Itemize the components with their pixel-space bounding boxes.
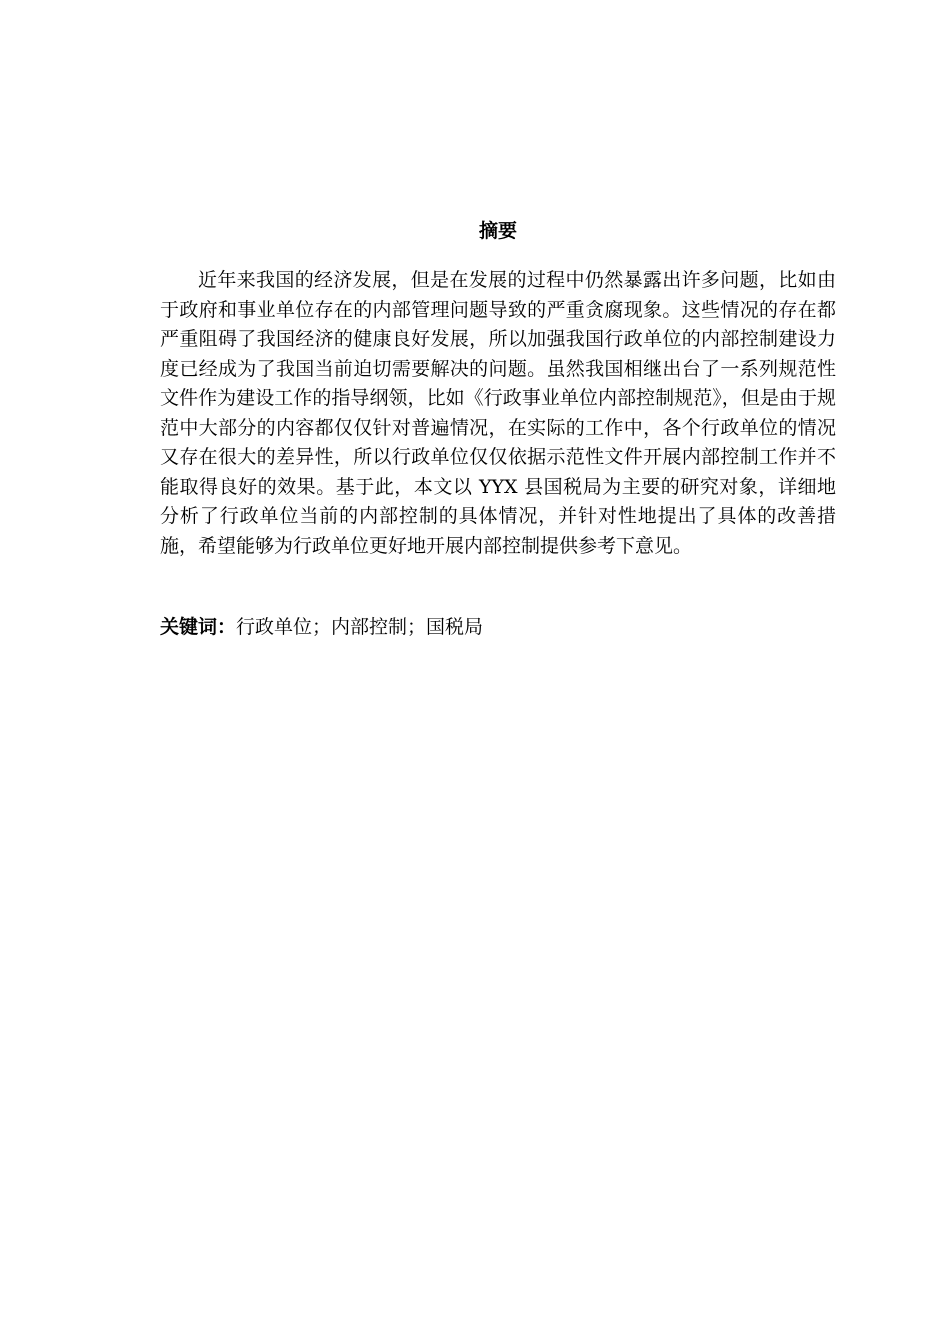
abstract-paragraph: 近年来我国的经济发展，但是在发展的过程中仍然暴露出许多问题，比如由于政府和事业单位存在的内部管理问题导致的严重贪腐现象。这些情况的存在都严重阻碍了我国经济的健康良好发展，所以加强我国行政单位的内部控制建设力度已经成为了我国当前迫切需要解决的问题。虽然我国相继出台了一系列规范性文件作为建设工作的指导纲领，比如《行政事业单位内部控制规范》，但是由于规范中大部分的内容都仅仅针对普遍情况，在实际的工作中，各个行政单位的情况又存在很大的差异性，所以行政单位仅仅依据示范性文件开展内部控制工作并不能取得良好的效果。基于此，本文以 YYX 县国税局为主要的研究对象，详细地分析了行政单位当前的内部控制的具体情况，并针对性地提出了具体的改善措施，希望能够为行政单位更好地开展内部控制提供参考下意见。 (160, 269, 836, 557)
abstract-title: 摘要 (478, 220, 517, 242)
keywords-line (160, 612, 836, 642)
keywords-label: 关键词： (160, 616, 237, 638)
keywords-value: 行政单位；内部控制；国税局 (236, 616, 484, 638)
